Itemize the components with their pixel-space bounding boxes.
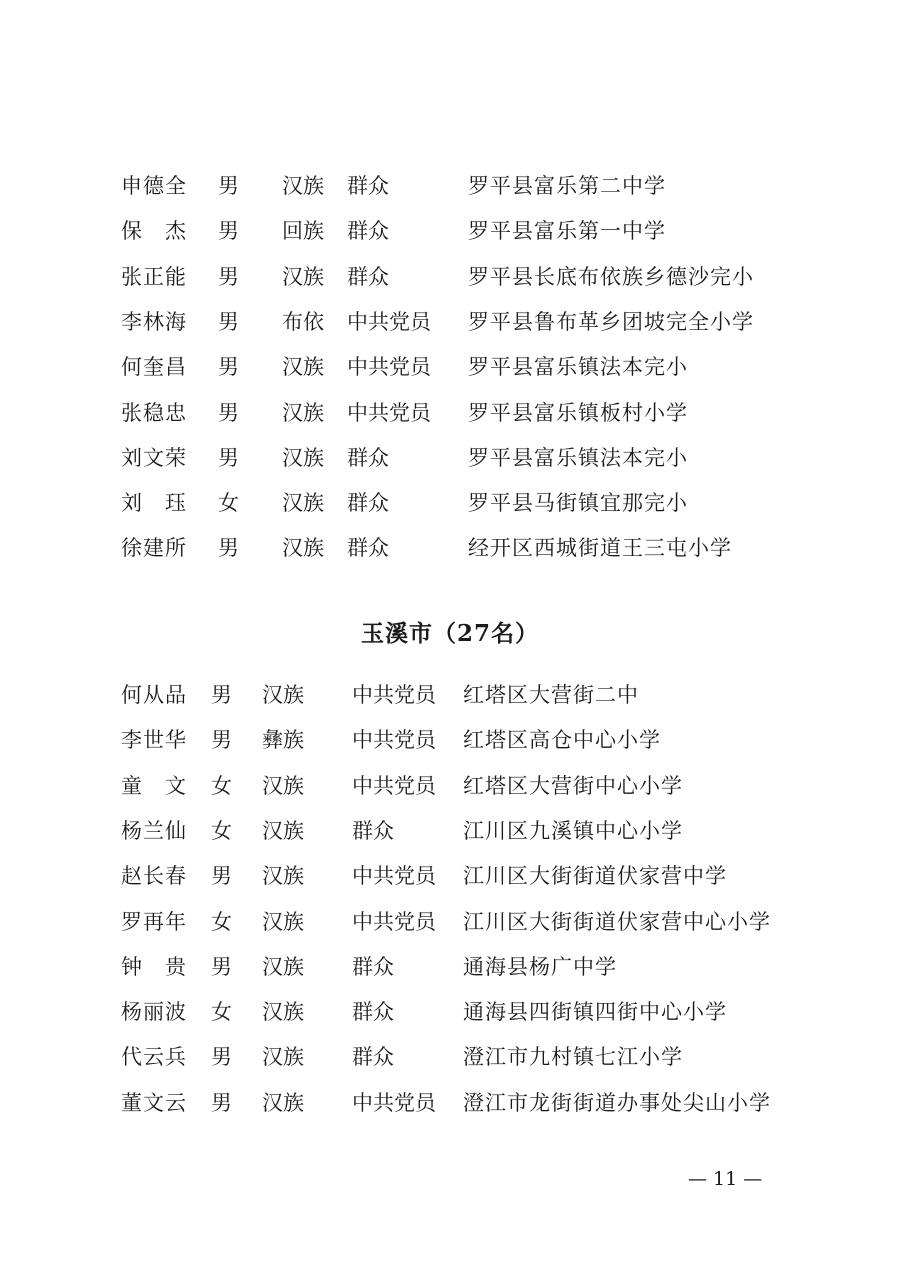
person-name: 张正能 (121, 264, 187, 289)
person-ethnicity: 汉族 (262, 864, 304, 889)
person-name: 钟 贵 (121, 954, 187, 979)
person-sex: 男 (218, 536, 239, 561)
person-workplace: 罗平县富乐镇板村小学 (468, 400, 688, 425)
person-political-status: 群众 (347, 219, 389, 244)
person-name: 李林海 (121, 309, 187, 334)
person-workplace: 通海县四街镇四街中心小学 (463, 1000, 727, 1025)
person-name: 罗再年 (121, 909, 187, 934)
person-political-status: 群众 (352, 954, 394, 979)
person-name: 刘文荣 (121, 445, 187, 470)
person-sex: 女 (211, 818, 232, 843)
person-name: 保 杰 (121, 219, 187, 244)
person-political-status: 中共党员 (347, 309, 431, 334)
person-political-status: 群众 (352, 1000, 394, 1025)
person-sex: 男 (218, 219, 239, 244)
person-political-status: 中共党员 (352, 728, 436, 753)
person-workplace: 罗平县富乐镇法本完小 (468, 355, 688, 380)
person-sex: 女 (211, 909, 232, 934)
person-workplace: 红塔区高仓中心小学 (463, 728, 661, 753)
person-sex: 男 (218, 174, 239, 198)
person-name: 刘 珏 (121, 491, 187, 516)
person-sex: 男 (218, 400, 239, 425)
person-name: 杨丽波 (121, 1000, 187, 1025)
person-sex: 男 (211, 1090, 232, 1115)
person-name: 童 文 (121, 773, 187, 798)
person-ethnicity: 汉族 (262, 909, 304, 934)
person-sex: 男 (211, 864, 232, 889)
person-name: 董文云 (121, 1090, 187, 1115)
person-political-status: 群众 (347, 445, 389, 470)
person-ethnicity: 汉族 (262, 1045, 304, 1070)
person-ethnicity: 汉族 (282, 445, 324, 470)
person-ethnicity: 汉族 (282, 400, 324, 425)
person-workplace: 澄江市龙街街道办事处尖山小学 (463, 1090, 771, 1115)
person-ethnicity: 汉族 (262, 683, 304, 707)
person-name: 何奎昌 (121, 355, 187, 380)
person-political-status: 群众 (347, 264, 389, 289)
person-political-status: 中共党员 (347, 355, 431, 380)
person-ethnicity: 汉族 (262, 954, 304, 979)
person-sex: 男 (211, 1045, 232, 1070)
person-political-status: 中共党员 (347, 400, 431, 425)
person-ethnicity: 布依 (282, 309, 324, 334)
person-ethnicity: 汉族 (282, 174, 324, 198)
person-workplace: 江川区九溪镇中心小学 (463, 818, 683, 843)
person-workplace: 罗平县富乐第一中学 (468, 219, 666, 244)
page-number: — 11 — (688, 1168, 763, 1190)
person-political-status: 中共党员 (352, 773, 436, 798)
person-workplace: 红塔区大营街二中 (463, 683, 639, 707)
person-political-status: 群众 (347, 174, 389, 198)
section-title-yuxi: 玉溪市（27名） (360, 620, 539, 647)
person-sex: 男 (218, 309, 239, 334)
person-sex: 男 (218, 445, 239, 470)
person-name: 李世华 (121, 728, 187, 753)
person-sex: 女 (211, 773, 232, 798)
person-political-status: 群众 (352, 1045, 394, 1070)
person-sex: 男 (211, 728, 232, 753)
person-political-status: 中共党员 (352, 683, 436, 707)
person-political-status: 群众 (352, 818, 394, 843)
person-ethnicity: 汉族 (262, 818, 304, 843)
person-name: 申德全 (121, 174, 187, 198)
person-name: 何从品 (121, 683, 187, 707)
person-ethnicity: 汉族 (282, 536, 324, 561)
person-name: 徐建所 (121, 536, 187, 561)
person-workplace: 罗平县富乐镇法本完小 (468, 445, 688, 470)
person-name: 张稳忠 (121, 400, 187, 425)
person-political-status: 中共党员 (352, 1090, 436, 1115)
person-sex: 男 (211, 954, 232, 979)
person-sex: 女 (211, 1000, 232, 1025)
person-name: 代云兵 (121, 1045, 187, 1070)
person-workplace: 罗平县富乐第二中学 (468, 174, 666, 198)
person-ethnicity: 回族 (282, 219, 324, 244)
person-political-status: 中共党员 (352, 909, 436, 934)
person-workplace: 江川区大街街道伏家营中学 (463, 864, 727, 889)
person-workplace: 罗平县鲁布革乡团坡完全小学 (468, 309, 754, 334)
person-name: 杨兰仙 (121, 818, 187, 843)
person-workplace: 经开区西城街道王三屯小学 (468, 536, 732, 561)
person-sex: 男 (211, 683, 232, 707)
person-sex: 男 (218, 355, 239, 380)
person-ethnicity: 汉族 (262, 1000, 304, 1025)
person-ethnicity: 汉族 (262, 1090, 304, 1115)
person-ethnicity: 汉族 (282, 264, 324, 289)
person-political-status: 群众 (347, 491, 389, 516)
person-ethnicity: 汉族 (282, 355, 324, 380)
person-sex: 女 (218, 491, 239, 516)
person-name: 赵长春 (121, 864, 187, 889)
person-workplace: 通海县杨广中学 (463, 954, 617, 979)
person-political-status: 群众 (347, 536, 389, 561)
person-ethnicity: 汉族 (282, 491, 324, 516)
person-workplace: 罗平县长底布依族乡德沙完小 (468, 264, 754, 289)
person-sex: 男 (218, 264, 239, 289)
person-ethnicity: 彝族 (262, 728, 304, 753)
person-workplace: 澄江市九村镇七江小学 (463, 1045, 683, 1070)
person-workplace: 罗平县马街镇宜那完小 (468, 491, 688, 516)
person-ethnicity: 汉族 (262, 773, 304, 798)
person-workplace: 红塔区大营街中心小学 (463, 773, 683, 798)
person-workplace: 江川区大街街道伏家营中心小学 (463, 909, 771, 934)
person-political-status: 中共党员 (352, 864, 436, 889)
